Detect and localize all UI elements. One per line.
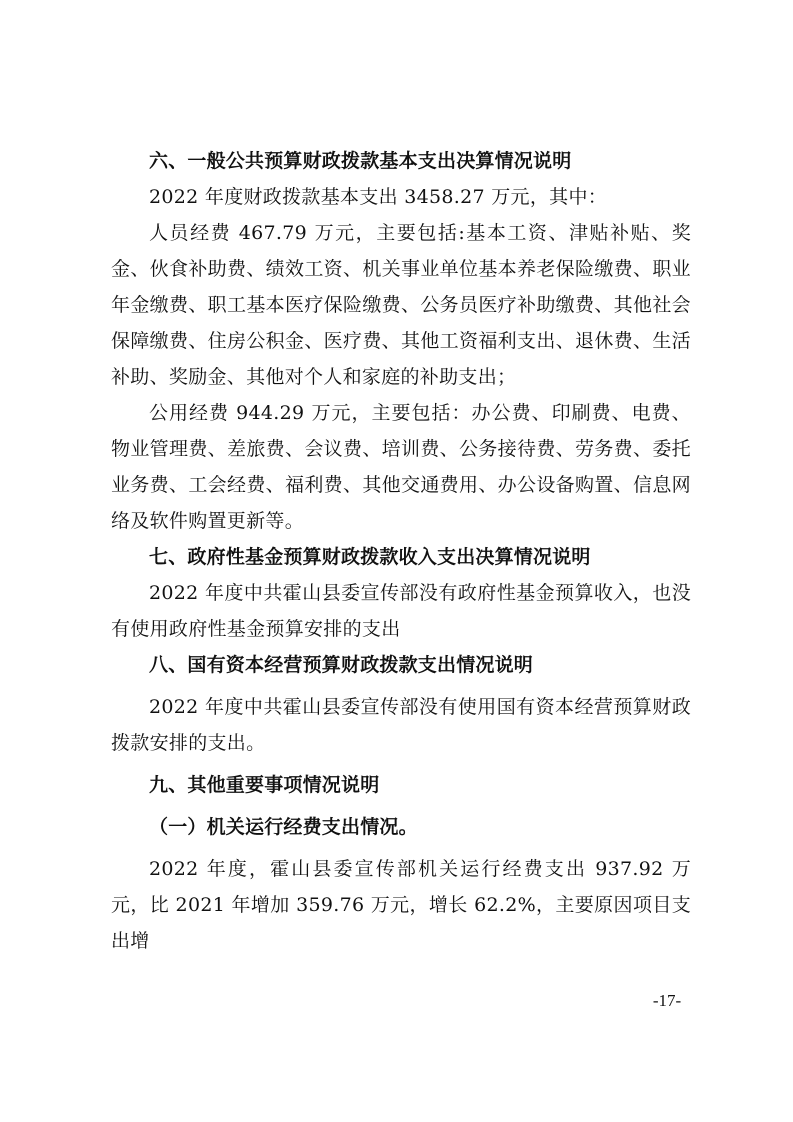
section-nine-heading: 九、其他重要事项情况说明 bbox=[149, 774, 380, 796]
section-six-paragraph-total: 2022 年度财政拨款基本支出 3458.27 万元，其中： bbox=[149, 186, 608, 208]
section-nine-paragraph: 2022 年度，霍山县委宣传部机关运行经费支出 937.92 万元，比 2021 年增加 359.76 万元，增长 62.2%，主要原因项目支出增 bbox=[111, 858, 691, 952]
section-nine-subheading: （一）机关运行经费支出情况。 bbox=[149, 816, 418, 838]
section-eight-heading: 八、国有资本经营预算财政拨款支出情况说明 bbox=[149, 654, 534, 676]
section-six-heading: 六、一般公共预算财政拨款基本支出决算情况说明 bbox=[149, 150, 572, 172]
section-seven-heading: 七、政府性基金预算财政拨款收入支出决算情况说明 bbox=[149, 546, 591, 568]
section-six-paragraph-public: 公用经费 944.29 万元，主要包括：办公费、印刷费、电费、物业管理费、差旅费、会议费、培训费、公务接待费、劳务费、委托业务费、工会经费、福利费、其他交通费用、办公设备购置、信息网络及软件购置更新等。 bbox=[111, 402, 691, 532]
section-six-paragraph-personnel: 人员经费 467.79 万元，主要包括:基本工资、津贴补贴、奖金、伙食补助费、绩效工资、机关事业单位基本养老保险缴费、职业年金缴费、职工基本医疗保险缴费、公务员医疗补助缴费、其他社会保障缴费、住房公积金、医疗费、其他工资福利支出、退休费、生活补助、奖励金、其他对个人和家庭的补助支出； bbox=[111, 222, 691, 388]
page-number: -17- bbox=[652, 991, 682, 1010]
document-body bbox=[111, 143, 691, 959]
section-seven-paragraph: 2022 年度中共霍山县委宣传部没有政府性基金预算收入，也没有使用政府性基金预算安排的支出 bbox=[111, 582, 691, 640]
section-eight-paragraph: 2022 年度中共霍山县委宣传部没有使用国有资本经营预算财政拨款安排的支出。 bbox=[111, 696, 691, 754]
